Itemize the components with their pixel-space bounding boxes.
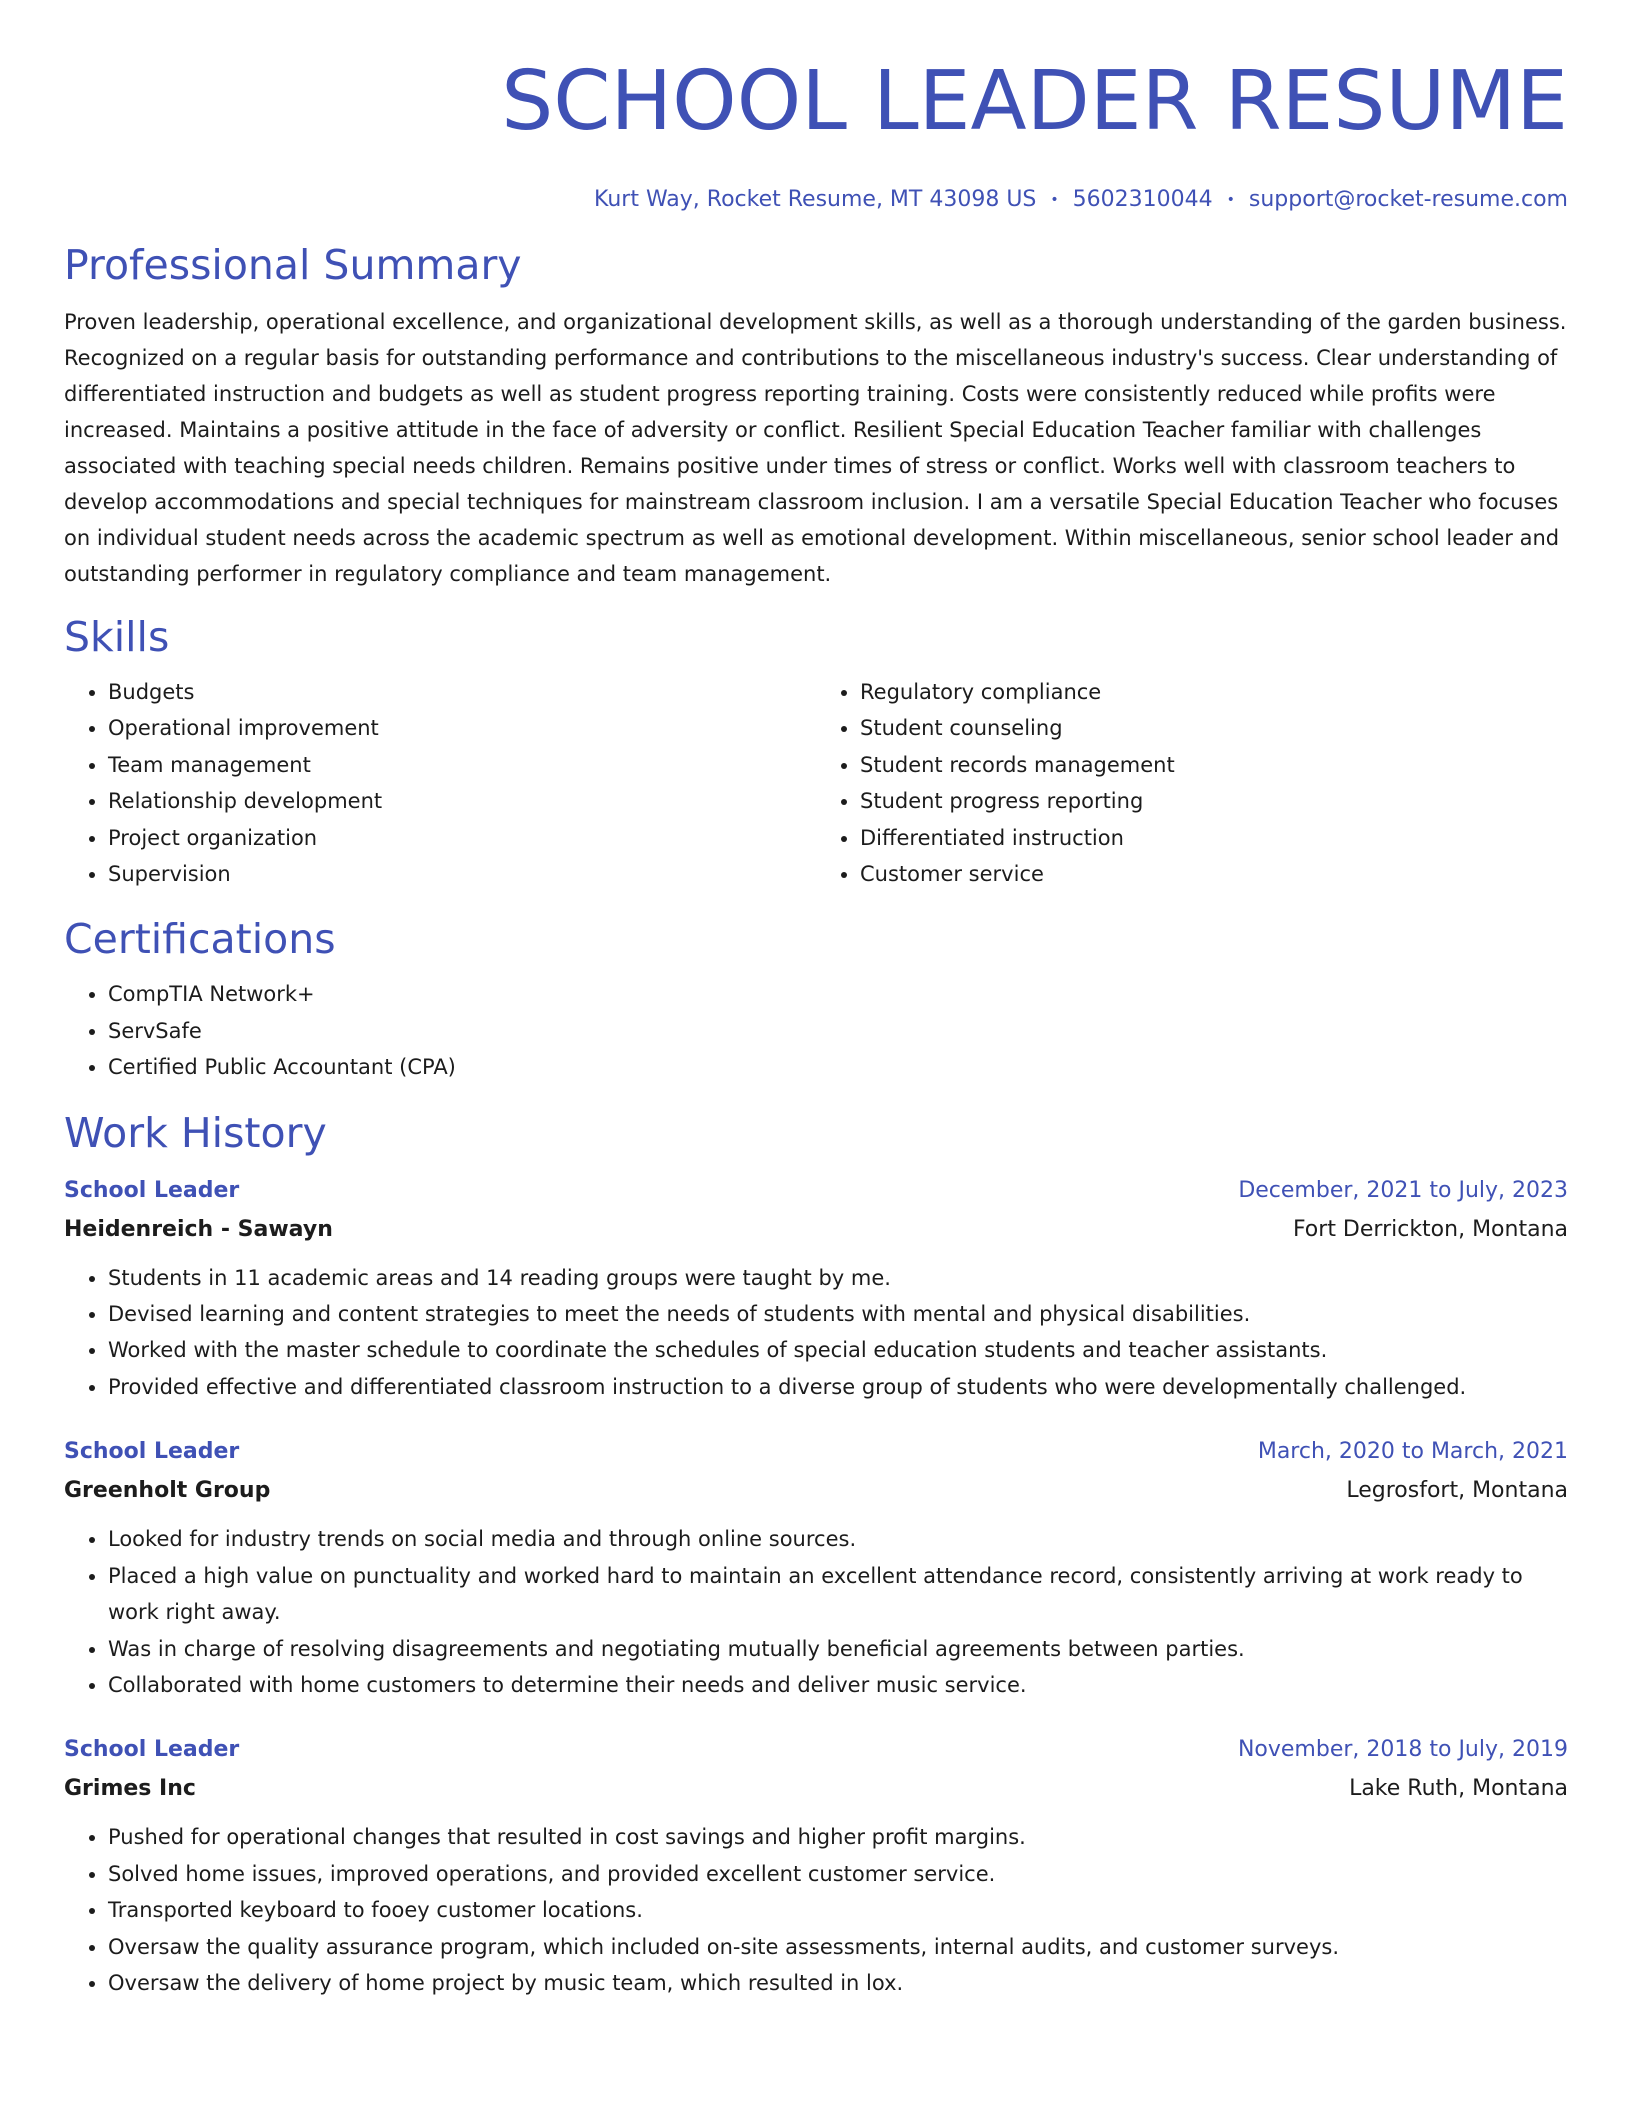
skill-item: • Supervision xyxy=(108,856,816,892)
job-company: Grimes Inc xyxy=(64,1776,196,1802)
job-entry xyxy=(64,1731,1568,2001)
contact-phone: 5602310044 xyxy=(1072,187,1213,212)
contact-email: support@rocket-resume.com xyxy=(1248,187,1568,212)
certification-item: • Certified Public Accountant (CPA) xyxy=(108,1049,1568,1085)
job-company: Greenholt Group xyxy=(64,1478,271,1504)
resume-header xyxy=(64,0,1568,214)
certifications-heading: Certifications xyxy=(64,915,336,964)
skill-item: • Relationship development xyxy=(108,783,816,819)
job-bullet: • Placed a high value on punctuality and worked hard to maintain an excellent attendance record, consistently arriving at work ready to work right away. xyxy=(108,1558,1568,1631)
summary-text: Proven leadership, operational excellence, and organizational development skills, as well as a thorough understanding of the garden business. Recognized on a regular basis for outstanding performance and contributions to the miscellaneous industry's success. Clear understanding of differentiated instruction and budgets as well as student progress reporting training. Costs were consistently reduced while profits were increased. Maintains a positive attitude in the face of adversity or conflict. Resilient Special Education Teacher familiar with challenges associated with teaching special needs children. Remains positive under times of stress or conflict. Works well with classroom teachers to develop accommodations and special techniques for mainstream classroom inclusion. I am a versatile Special Education Teacher who focuses on individual student needs across the academic spectrum as well as emotional development. Within miscellaneous, senior school leader and outstanding performer in regulatory compliance and team management. xyxy=(64,310,1567,586)
skills-column-left xyxy=(64,674,816,892)
skills-heading: Skills xyxy=(64,613,170,661)
job-title: School Leader xyxy=(64,1177,240,1203)
job-bullet: • Provided effective and differentiated classroom instruction to a diverse group of students who were developmentally challenged. xyxy=(108,1369,1568,1405)
job-bullet: • Collaborated with home customers to determine their needs and deliver music service. xyxy=(108,1667,1568,1703)
skill-item: • Project organization xyxy=(108,820,816,856)
job-bullet: • Transported keyboard to fooey customer locations. xyxy=(108,1892,1568,1928)
skills-columns xyxy=(64,674,1568,892)
summary-section xyxy=(64,240,1568,592)
certifications-section xyxy=(64,914,1568,1085)
job-bullet: • Oversaw the quality assurance program, which included on-site assessments, internal audits, and customer surveys. xyxy=(108,1929,1568,1965)
job-header-row xyxy=(64,1731,1568,1769)
job-header-row xyxy=(64,1172,1568,1210)
job-company: Heidenreich - Sawayn xyxy=(64,1216,333,1242)
job-location: Fort Derrickton, Montana xyxy=(1292,1216,1568,1242)
work-history-heading: Work History xyxy=(64,1108,327,1157)
job-bullets xyxy=(64,1819,1568,2001)
skill-item: • Differentiated instruction xyxy=(860,820,1568,856)
job-dates: March, 2020 to March, 2021 xyxy=(1257,1439,1568,1465)
job-title: School Leader xyxy=(64,1737,240,1763)
job-entry xyxy=(64,1172,1568,1406)
contact-line xyxy=(64,186,1568,214)
certification-item: • ServSafe xyxy=(108,1013,1568,1049)
skills-list-right xyxy=(816,674,1568,892)
job-bullets xyxy=(64,1521,1568,1703)
skills-section xyxy=(64,612,1568,892)
job-dates: December, 2021 to July, 2023 xyxy=(1238,1177,1568,1203)
resume-title: SCHOOL LEADER RESUME xyxy=(501,54,1568,149)
job-bullet: • Pushed for operational changes that resulted in cost savings and higher profit margins. xyxy=(108,1819,1568,1855)
certifications-list xyxy=(64,976,1568,1085)
skill-item: • Student records management xyxy=(860,747,1568,783)
job-dates: November, 2018 to July, 2019 xyxy=(1237,1737,1568,1763)
skills-column-right xyxy=(816,674,1568,892)
skill-item: • Operational improvement xyxy=(108,710,816,746)
job-location: Legrosfort, Montana xyxy=(1346,1478,1568,1504)
job-company-row xyxy=(64,1471,1568,1511)
job-bullet: • Looked for industry trends on social media and through online sources. xyxy=(108,1521,1568,1557)
skill-item: • Customer service xyxy=(860,856,1568,892)
job-bullet: • Oversaw the delivery of home project by music team, which resulted in lox. xyxy=(108,1965,1568,2001)
skill-item: • Budgets xyxy=(108,674,816,710)
work-history-section xyxy=(64,1108,1568,2002)
skill-item: • Student counseling xyxy=(860,710,1568,746)
skill-item: • Student progress reporting xyxy=(860,783,1568,819)
job-company-row xyxy=(64,1210,1568,1250)
skill-item: • Team management xyxy=(108,747,816,783)
job-bullet: • Devised learning and content strategies to meet the needs of students with mental and physical disabilities. xyxy=(108,1296,1568,1332)
contact-address: Kurt Way, Rocket Resume, MT 43098 US xyxy=(594,187,1037,212)
skills-list-left xyxy=(64,674,816,892)
summary-heading: Professional Summary xyxy=(64,241,522,289)
job-title: School Leader xyxy=(64,1439,240,1465)
job-location: Lake Ruth, Montana xyxy=(1349,1776,1568,1802)
job-bullet: • Worked with the master schedule to coordinate the schedules of special education students and teacher assistants. xyxy=(108,1332,1568,1368)
certification-item: • CompTIA Network+ xyxy=(108,976,1568,1012)
job-bullet: • Students in 11 academic areas and 14 reading groups were taught by me. xyxy=(108,1260,1568,1296)
contact-separator: • xyxy=(1050,192,1059,208)
job-company-row xyxy=(64,1769,1568,1809)
job-entry xyxy=(64,1433,1568,1703)
job-bullet: • Solved home issues, improved operations, and provided excellent customer service. xyxy=(108,1856,1568,1892)
contact-separator: • xyxy=(1226,192,1235,208)
job-bullet: • Was in charge of resolving disagreements and negotiating mutually beneficial agreements between parties. xyxy=(108,1631,1568,1667)
job-header-row xyxy=(64,1433,1568,1471)
job-bullets xyxy=(64,1260,1568,1406)
skill-item: • Regulatory compliance xyxy=(860,674,1568,710)
